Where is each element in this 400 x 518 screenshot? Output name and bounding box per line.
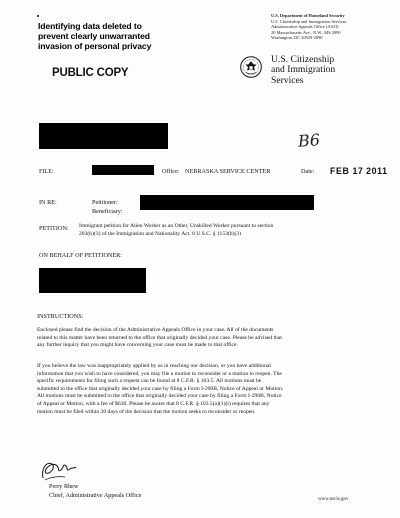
paragraph-line: specific requirements for filing such a request can be found at 8 C.F.R. § 103.5. All motions must be — [37, 378, 262, 385]
scan-speck — [37, 15, 39, 17]
paragraph-line: any further inquiry that you might have concerning your case must be made to that office. — [37, 342, 238, 349]
date-value-main: FEB 17 — [330, 166, 364, 176]
petition-description — [79, 223, 366, 238]
paragraph-line: Enclosed please find the decision of the Administrative Appeals Office in your case. All of the documents — [37, 327, 274, 333]
petition-line: 203(b)(3) of the Immigration and Nationality Act, 8 U.S.C. § 1153(b)(3) — [79, 230, 241, 237]
paragraph-line: related to this matter have been returned to the office that originally decided your case. Please be advised that — [37, 334, 282, 341]
paragraph-line: information that you wish to have considered, you may file a motion to reconsider or a motion to reopen. The — [37, 370, 282, 377]
on-behalf-label: ON BEHALF OF PETITIONER: — [39, 252, 123, 259]
paragraph-line: of Appeal or Motion, with a fee of $630. Please be aware that 8 C.F.R. § 103.5(a)(1)(i) requires that any — [37, 400, 270, 407]
date-value-year: 2011 — [366, 166, 388, 176]
agency-name-line: and Immigration — [271, 64, 336, 76]
department-line: 20 Massachusetts Ave., N.W., MS 2090 — [271, 29, 341, 35]
petitioner-label: Petitioner: — [92, 199, 118, 206]
dhs-seal-icon — [240, 56, 262, 78]
signature-scribble — [39, 458, 79, 484]
office-value: NEBRASKA SERVICE CENTER — [185, 168, 271, 175]
redaction-notice-stamp — [38, 22, 198, 51]
redaction-notice-line: prevent clearly unwarranted — [38, 30, 150, 41]
date-label: Date: — [301, 168, 315, 175]
department-line: U.S. Citizenship and Immigration Services — [271, 18, 347, 24]
office-label: Office: — [162, 168, 180, 175]
agency-name-line: Services — [271, 74, 304, 86]
instructions-paragraph-2 — [37, 363, 361, 416]
redaction-block — [39, 123, 168, 149]
paragraph-line: If you believe the law was inappropriately applied by us in reaching our decision, or you have additional — [37, 363, 271, 369]
department-address — [271, 13, 393, 41]
paragraph-line: motion must be filed within 30 days of the decision that the motion seeks to reconsider or reopen. — [37, 408, 256, 415]
public-copy-label: PUBLIC COPY — [52, 67, 129, 79]
redaction-file-number — [92, 165, 154, 175]
paragraph-line: submitted to the office that originally decided your case by filing a Form I-290B, Notice of Appeal or Motion. — [37, 385, 284, 392]
footer-url[interactable]: www.uscis.gov — [318, 497, 349, 502]
beneficiary-label: Beneficiary: — [92, 208, 123, 215]
paragraph-line: All motions must be submitted to the office that originally decided your case by filing a Form I-290B, Notice — [37, 393, 282, 400]
handwritten-exemption-mark: B6 — [297, 130, 321, 151]
signatory-name: Perry Rhew — [49, 483, 79, 490]
agency-name — [271, 55, 335, 86]
agency-name-line: U.S. Citizenship — [271, 54, 335, 65]
petition-line: Immigrant petition for Alien Worker as an Other, Unskilled Worker pursuant to section — [79, 223, 274, 229]
signatory-title: Chief, Administrative Appeals Office — [49, 492, 142, 499]
instructions-heading: INSTRUCTIONS: — [37, 313, 84, 320]
department-line: Administrative Appeals Office (AAO) — [271, 24, 339, 30]
date-value — [330, 166, 388, 176]
department-line: U.S. Department of Homeland Security — [271, 13, 345, 18]
department-line: Washington, DC 20529-2090 — [271, 35, 323, 41]
redaction-representative — [39, 268, 146, 293]
instructions-paragraph-1 — [37, 327, 361, 350]
redaction-notice-line: Identifying data deleted to — [38, 21, 142, 31]
file-label: FILE: — [39, 168, 54, 175]
redaction-notice-line: invasion of personal privacy — [38, 40, 152, 51]
petition-label: PETITION: — [39, 225, 69, 232]
in-re-label: IN RE: — [39, 199, 57, 206]
redaction-parties — [140, 195, 314, 210]
